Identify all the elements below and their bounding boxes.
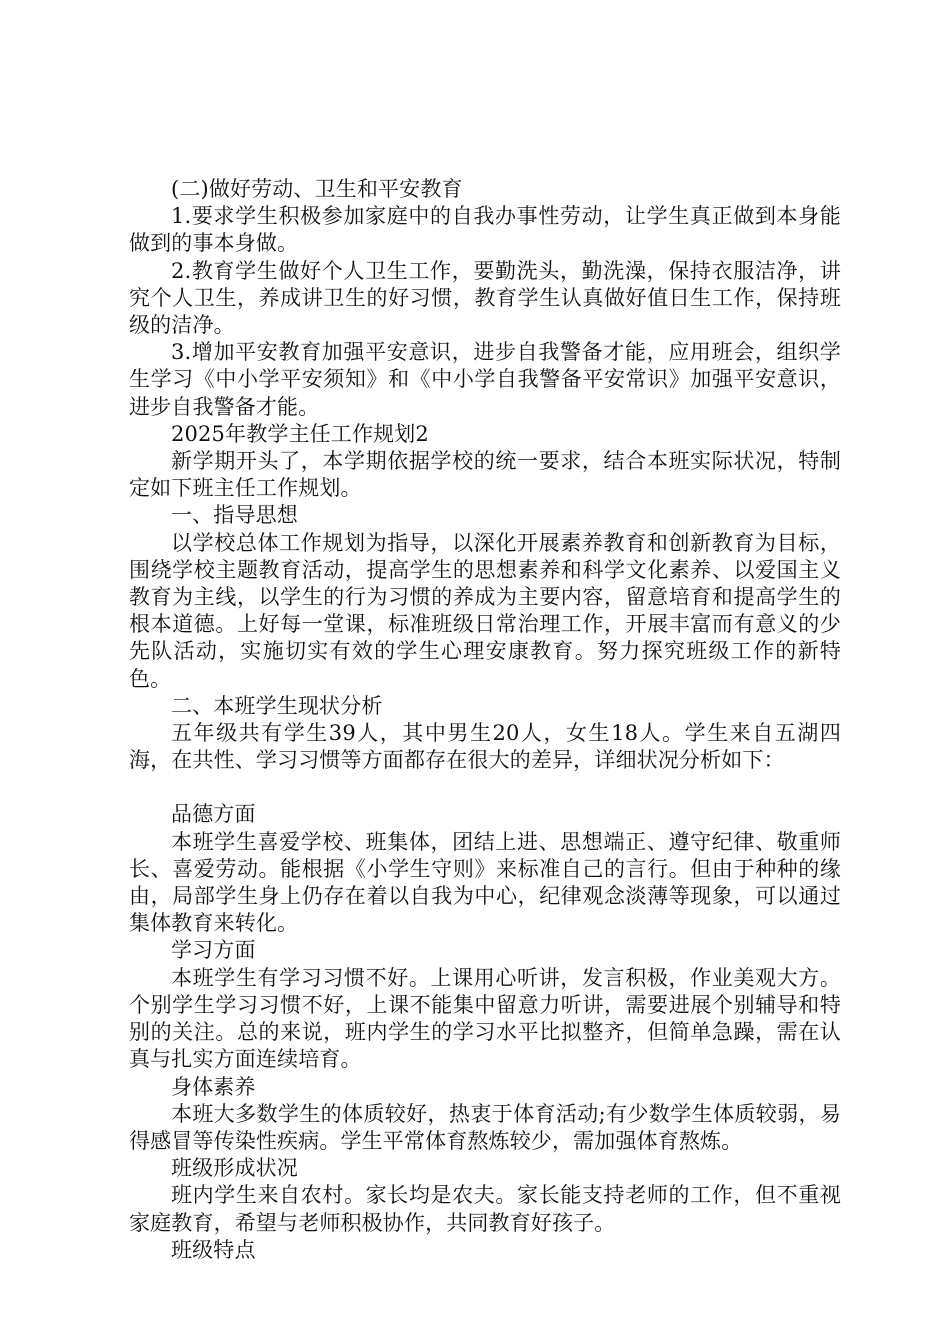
paragraph-physical: 本班大多数学生的体质较好，热衷于体育活动;有少数学生体质较弱，易得感冒等传染性疾病。学生平常体育熬炼较少，需加强体育熬炼。: [129, 1101, 841, 1153]
document-body: [129, 176, 841, 1264]
section-heading-labor-hygiene-safety: (二)做好劳动、卫生和平安教育: [171, 177, 463, 201]
paragraph-morality: 本班学生喜爱学校、班集体，团结上进、思想端正、遵守纪律、敬重师长、喜爱劳动。能根据《小学生守则》来标准自己的言行。但由于种种的缘由，局部学生身上仍存在着以自我为中心，纪律观念淡薄等现象，可以通过集体教育来转化。: [129, 829, 841, 936]
paragraph-hygiene: 2.教育学生做好个人卫生工作，要勤洗头，勤洗澡，保持衣服洁净，讲究个人卫生，养成讲卫生的好习惯，教育学生认真做好值日生工作，保持班级的洁净。: [129, 258, 841, 338]
subheading-class-features: 班级特点: [171, 1237, 256, 1262]
blank-line: [129, 774, 841, 801]
paragraph-study: 本班学生有学习习惯不好。上课用心听讲，发言积极，作业美观大方。个别学生学习习惯不好，上课不能集中留意力听讲，需要进展个别辅导和特别的关注。总的来说，班内学生的学习水平比拟整齐，但简单急躁，需在认真与扎实方面连续培育。: [129, 965, 841, 1072]
paragraph-class-formation: 班内学生来自农村。家长均是农夫。家长能支持老师的工作，但不重视家庭教育，希望与老师积极协作，共同教育好孩子。: [129, 1183, 841, 1235]
subheading-class-formation: 班级形成状况: [171, 1156, 298, 1181]
paragraph-safety: 3.增加平安教育加强平安意识，进步自我警备才能，应用班会，组织学生学习《中小学平安须知》和《中小学自我警备平安常识》加强平安意识，进步自我警备才能。: [129, 340, 841, 419]
subheading-study: 学习方面: [171, 938, 256, 963]
paragraph-intro: 新学期开头了，本学期依据学校的统一要求，结合本班实际状况，特制定如下班主任工作规划。: [129, 449, 841, 501]
section-heading-student-analysis: 二、本班学生现状分析: [171, 693, 383, 718]
subheading-morality: 品德方面: [171, 802, 256, 827]
subheading-physical: 身体素养: [171, 1074, 256, 1099]
paragraph-guiding-thought: 以学校总体工作规划为指导，以深化开展素养教育和创新教育为目标，围绕学校主题教育活动，提高学生的思想素养和科学文化素养、以爱国主义教育为主线，以学生的行为习惯的养成为主要内容，留意培育和提高学生的根本道德。上好每一堂课，标准班级日常治理工作，开展丰富而有意义的少先队活动，实施切实有效的学生心理安康教育。努力探究班级工作的新特色。: [129, 530, 841, 691]
section-heading-guiding-thought: 一、指导思想: [171, 503, 298, 528]
paragraph-labor: 1.要求学生积极参加家庭中的自我办事性劳动，让学生真正做到本身能做到的事本身做。: [129, 204, 841, 256]
paragraph-student-analysis: 五年级共有学生39人，其中男生20人，女生18人。学生来自五湖四海，在共性、学习习惯等方面都存在很大的差异，详细状况分析如下：: [129, 721, 841, 773]
document-subtitle: 2025年教学主任工作规划2: [171, 421, 429, 446]
